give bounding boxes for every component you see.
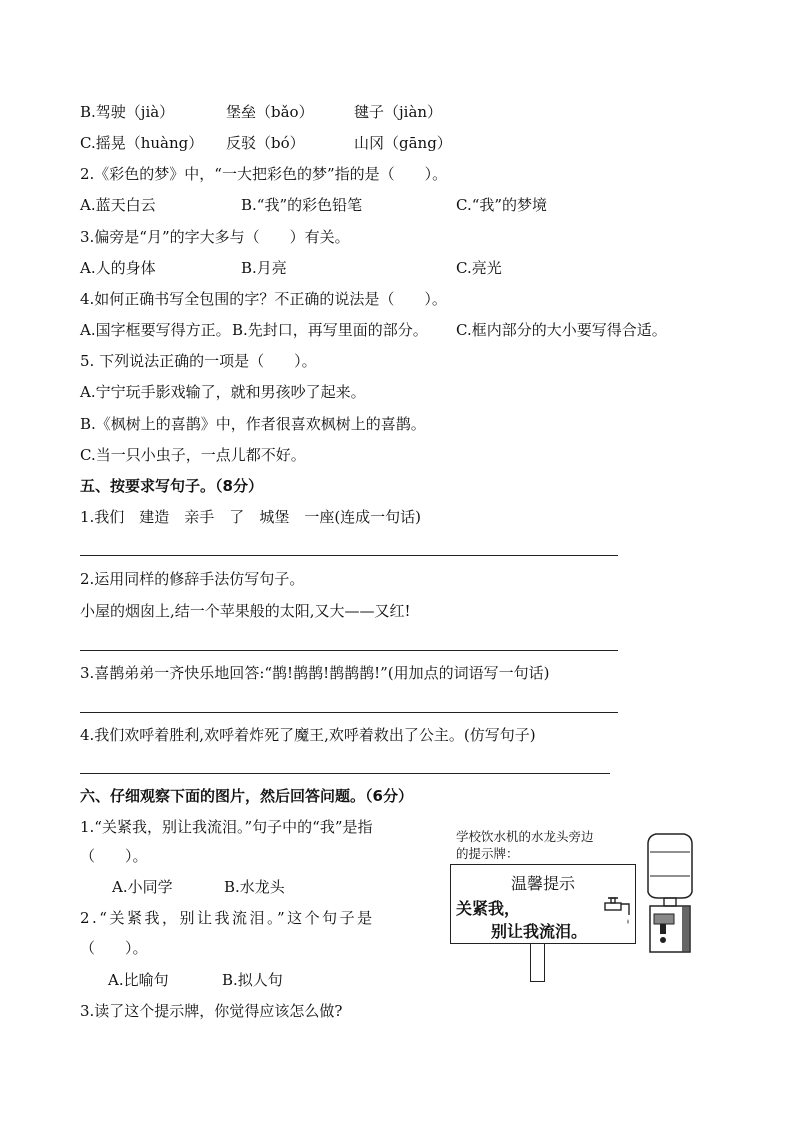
option-b-2: 堡垒（bǎo） <box>226 103 314 121</box>
section-5-item-3: 3.喜鹊弟弟一齐快乐地回答:“鹊!鹊鹊!鹊鹊鹊!”(用加点的词语写一句话) <box>80 664 550 682</box>
section-6-q2-blank: （ ）。 <box>80 939 148 957</box>
answer-line-1 <box>80 555 618 556</box>
question-4-option-a: A.国字框要写得方正。 <box>80 321 231 339</box>
question-3-stem: 3.偏旁是“月”的字大多与（ ）有关。 <box>80 228 350 246</box>
answer-line-4 <box>80 773 610 774</box>
section-6-q1-blank: （ ）。 <box>80 847 148 865</box>
option-c-2: 反驳（bó） <box>226 134 305 152</box>
section-6-q3-stem: 3.读了这个提示牌，你觉得应该怎么做? <box>80 1002 343 1020</box>
sign-caption <box>456 828 656 862</box>
question-3-option-b: B.月亮 <box>241 259 287 277</box>
question-5-option-a: A.宁宁玩手影戏输了，就和男孩吵了起来。 <box>80 383 366 401</box>
sign-line-1: 关紧我， <box>456 899 521 918</box>
section-6-q1-option-b: B.水龙头 <box>224 878 285 896</box>
faucet-icon <box>603 895 633 931</box>
question-3-option-a: A.人的身体 <box>80 259 156 277</box>
section-6-q2-stem: 2.“关紧我，别让我流泪。”这个句子是 <box>80 909 375 927</box>
question-4-option-b: B.先封口，再写里面的部分。 <box>232 321 428 339</box>
question-2-stem: 2.《彩色的梦》中，“一大把彩色的梦”指的是（ ）。 <box>80 165 448 183</box>
question-4-stem: 4.如何正确书写全包围的字？不正确的说法是（ ）。 <box>80 290 447 308</box>
sign-line-2: 别让我流泪。 <box>491 922 588 941</box>
question-5-option-c: C.当一只小虫子，一点儿都不好。 <box>80 446 306 464</box>
reminder-sign <box>450 864 636 944</box>
section-6-q1-option-a: A.小同学 <box>112 878 173 896</box>
section-6-q1-stem: 1.“关紧我，别让我流泪。”句子中的“我”是指 <box>80 818 373 836</box>
section-6-title: 六、仔细观察下面的图片，然后回答问题。（6分） <box>80 787 413 805</box>
water-dispenser-icon <box>642 830 700 958</box>
section-6-q2-option-a: A.比喻句 <box>108 971 169 989</box>
sign-caption-line-1: 学校饮水机的水龙头旁边 <box>456 829 594 844</box>
option-c-3: 山冈（gāng） <box>354 134 452 152</box>
section-6-q2-option-b: B.拟人句 <box>222 971 283 989</box>
option-c-1: C.摇晃（huàng） <box>80 134 204 152</box>
section-5-item-1: 1.我们 建造 亲手 了 城堡 一座(连成一句话) <box>80 508 422 526</box>
answer-line-2 <box>80 650 618 651</box>
question-5-option-b: B.《枫树上的喜鹊》中，作者很喜欢枫树上的喜鹊。 <box>80 415 426 433</box>
option-b-3: 毽子（jiàn） <box>354 103 443 121</box>
section-5-item-4: 4.我们欢呼着胜利,欢呼着炸死了魔王,欢呼着救出了公主。(仿写句子) <box>80 726 536 744</box>
section-5-item-2-example: 小屋的烟囱上,结一个苹果般的太阳,又大——又红! <box>80 602 411 620</box>
answer-line-3 <box>80 712 618 713</box>
option-b-1: B.驾驶（jià） <box>80 103 175 121</box>
sign-caption-line-2: 的提示牌： <box>456 846 519 861</box>
question-3-option-c: C.亮光 <box>456 259 502 277</box>
question-2-option-a: A.蓝天白云 <box>80 196 156 214</box>
question-4-option-c: C.框内部分的大小要写得合适。 <box>456 321 667 339</box>
section-5-item-2: 2.运用同样的修辞手法仿写句子。 <box>80 570 305 588</box>
section-5-title: 五、按要求写句子。（8分） <box>80 477 263 495</box>
sign-title: 温馨提示 <box>510 874 575 893</box>
sign-post <box>530 944 545 982</box>
question-5-stem: 5. 下列说法正确的一项是（ ）。 <box>80 352 317 370</box>
question-2-option-b: B.“我”的彩色铅笔 <box>241 196 363 214</box>
question-2-option-c: C.“我”的梦境 <box>456 196 548 214</box>
